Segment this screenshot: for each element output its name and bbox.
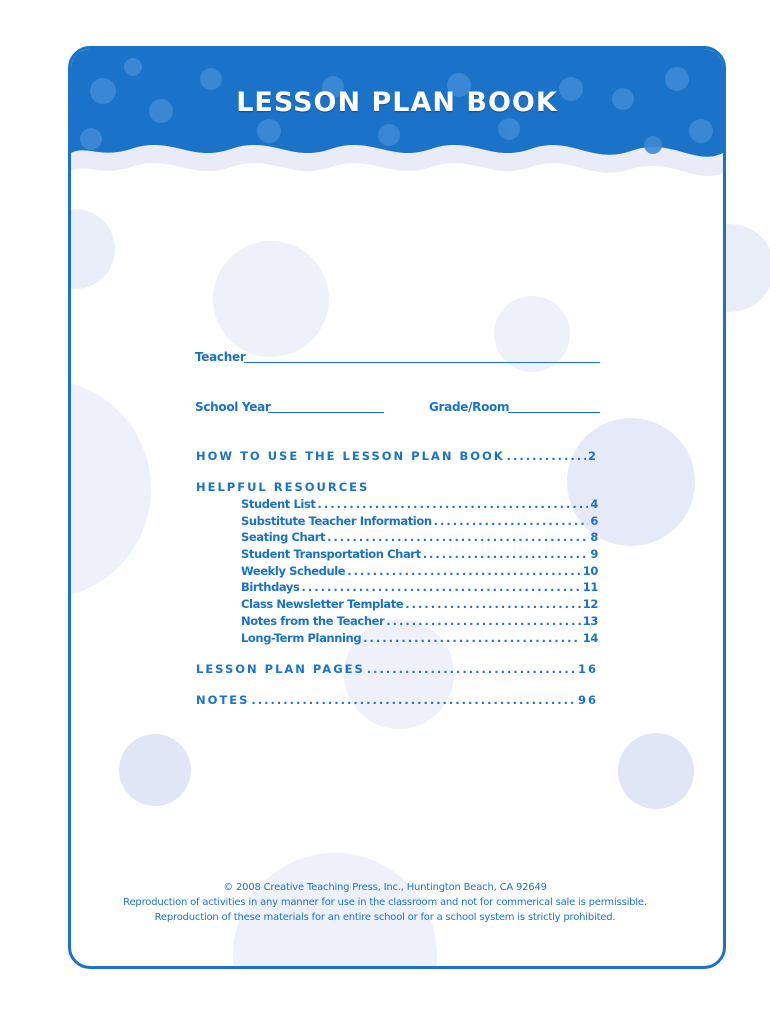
toc-lesson-plan-pages-page: 16 — [577, 662, 598, 676]
teacher-label: Teacher — [195, 350, 246, 364]
toc-item-newsletter-template[interactable] — [241, 597, 598, 611]
dot-leader — [423, 547, 589, 561]
toc-item-page: 8 — [590, 530, 598, 544]
toc-item-transportation-chart[interactable] — [241, 547, 598, 561]
dot-leader — [386, 614, 581, 628]
toc-notes[interactable] — [196, 693, 598, 707]
toc-item-page: 14 — [582, 631, 598, 645]
toc-lesson-plan-pages-label: LESSON PLAN PAGES — [196, 662, 365, 676]
copyright-line: © 2008 Creative Teaching Press, Inc., Huntington Beach, CA 92649 — [223, 882, 547, 893]
dot-leader — [367, 662, 576, 676]
dot-leader — [363, 631, 581, 645]
toc-item-student-list[interactable] — [241, 497, 598, 511]
dot-leader — [251, 693, 576, 707]
toc-item-page: 9 — [590, 547, 598, 561]
dot-leader — [301, 580, 580, 594]
header-banner — [71, 49, 723, 199]
dot-leader — [318, 497, 589, 511]
dot-leader — [347, 564, 581, 578]
teacher-line — [244, 362, 600, 363]
toc-item-substitute-teacher[interactable] — [241, 514, 598, 528]
school-year-line — [268, 412, 384, 413]
toc-item-notes-from-teacher[interactable] — [241, 614, 598, 628]
toc-how-to-use-label: HOW TO USE THE LESSON PLAN BOOK — [196, 449, 505, 463]
reproduction-prohibition: Reproduction of these materials for an entire school or for a school system is strictly prohibited. — [154, 912, 616, 923]
school-year-label: School Year — [195, 400, 271, 414]
toc-item-label: Weekly Schedule — [241, 564, 346, 578]
toc-item-weekly-schedule[interactable] — [241, 564, 598, 578]
toc-item-long-term-planning[interactable] — [241, 631, 598, 645]
toc-notes-page: 96 — [577, 693, 598, 707]
toc-item-label: Class Newsletter Template — [241, 597, 404, 611]
page-title: LESSON PLAN BOOK — [236, 87, 558, 118]
toc-item-label: Long-Term Planning — [241, 631, 362, 645]
reproduction-permission: Reproduction of activities in any manner for use in the classroom and not for commerical sale is permissible. — [123, 897, 647, 908]
toc-item-page: 11 — [582, 580, 598, 594]
grade-room-line — [508, 412, 600, 413]
toc-item-label: Substitute Teacher Information — [241, 514, 432, 528]
toc-item-page: 12 — [582, 597, 598, 611]
toc-how-to-use[interactable] — [196, 449, 598, 463]
dot-leader — [327, 530, 588, 544]
toc-item-label: Seating Chart — [241, 530, 326, 544]
grade-room-label: Grade/Room — [429, 400, 510, 414]
toc-lesson-plan-pages[interactable] — [196, 662, 598, 676]
toc-item-page: 13 — [582, 614, 598, 628]
dot-leader — [507, 449, 586, 463]
toc-item-birthdays[interactable] — [241, 580, 598, 594]
toc-item-label: Birthdays — [241, 580, 300, 594]
toc-item-page: 6 — [590, 514, 598, 528]
toc-item-label: Student Transportation Chart — [241, 547, 421, 561]
toc-item-label: Student List — [241, 497, 316, 511]
toc-item-page: 10 — [582, 564, 598, 578]
toc-item-label: Notes from the Teacher — [241, 614, 385, 628]
dot-leader — [434, 514, 589, 528]
toc-notes-label: NOTES — [196, 693, 250, 707]
helpful-resources-heading: HELPFUL RESOURCES — [196, 480, 370, 494]
toc-item-page: 4 — [590, 497, 598, 511]
dot-leader — [405, 597, 581, 611]
toc-how-to-use-page: 2 — [587, 449, 598, 463]
toc-item-seating-chart[interactable] — [241, 530, 598, 544]
